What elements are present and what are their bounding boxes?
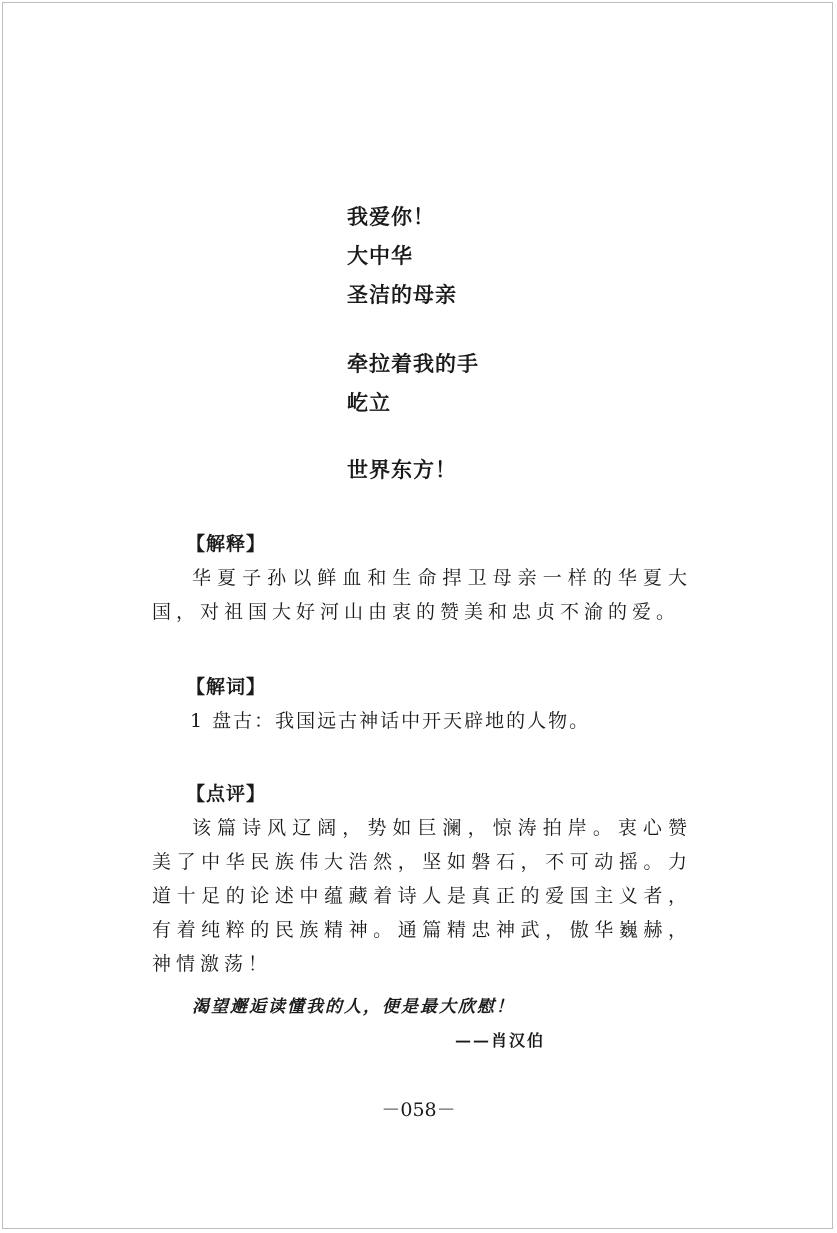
explanation-title: 【解释】 [186,533,267,555]
commentary-section [152,777,692,981]
explanation-body: 华夏子孙以鲜血和生命捍卫母亲一样的华夏大国，对祖国大好河山由衷的赞美和忠贞不渝的爱。 [152,567,692,623]
word-notes-body: 1 盘古：我国远古神话中开天辟地的人物。 [190,710,591,732]
poem [347,198,479,490]
poem-line: 屹立 [347,391,391,415]
poem-line: 大中华 [347,244,413,268]
poem-line: 我爱你！ [347,205,435,229]
stanza-gap [347,315,479,345]
word-notes-title: 【解词】 [186,676,267,698]
stanza-gap [347,423,479,451]
word-notes-section [152,670,692,738]
poem-line: 牵拉着我的手 [347,352,479,376]
commentary-title: 【点评】 [186,783,267,805]
page-number: －058－ [381,1099,456,1121]
poem-line: 圣洁的母亲 [347,283,457,307]
closing-quote: 渴望邂逅读懂我的人，便是最大欣慰！ [192,997,515,1017]
explanation-section [152,527,692,629]
poem-line: 世界东方！ [347,458,457,482]
quote-author: ——肖汉伯 [455,1031,546,1050]
commentary-body: 该篇诗风辽阔，势如巨澜，惊涛拍岸。衷心赞美了中华民族伟大浩然，坚如磐石，不可动摇。力道十足的论述中蕴藏着诗人是真正的爱国主义者，有着纯粹的民族精神。通篇精忠神武，傲华巍赫，神情激荡！ [152,817,692,975]
